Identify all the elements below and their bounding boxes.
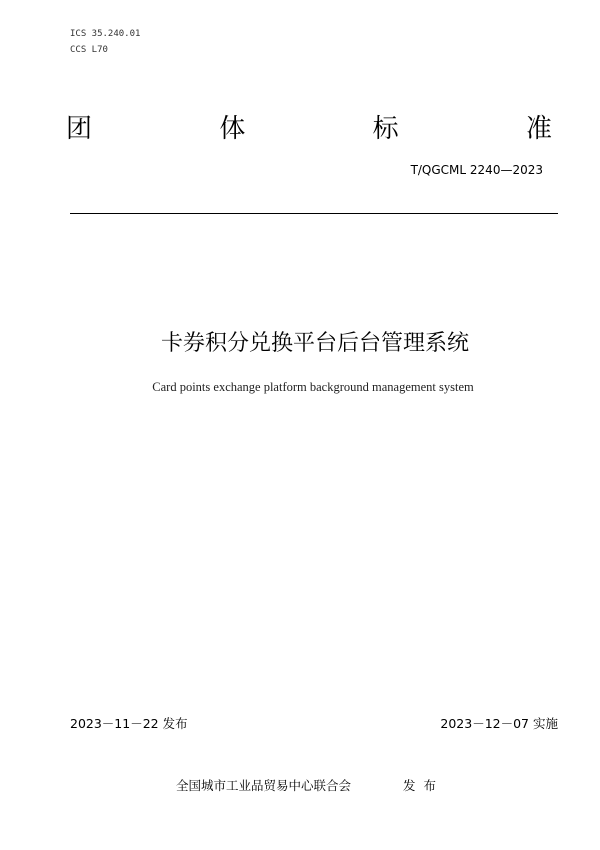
- publish-label: 发布: [403, 778, 445, 793]
- document-title-zh: 卡券积分兑换平台后台管理系统: [160, 331, 469, 356]
- header-divider: [70, 213, 558, 214]
- standard-type-char: 团: [66, 114, 93, 144]
- publisher-name: 全国城市工业品贸易中心联合会: [176, 778, 352, 793]
- standard-type-heading: [66, 112, 552, 146]
- ics-code: ICS 35.240.01: [70, 29, 141, 39]
- standard-type-char: 体: [219, 114, 246, 144]
- classification-codes: [70, 26, 140, 58]
- standard-type-char: 标: [372, 114, 399, 144]
- standard-type-char: 准: [525, 114, 552, 144]
- standard-code: T/QGCML 2240—2023: [410, 163, 543, 177]
- issue-date: 2023－11－22 发布: [70, 716, 188, 731]
- document-title-en: Card points exchange platform background management system: [152, 380, 474, 394]
- ccs-code: CCS L70: [70, 45, 108, 55]
- implementation-date: 2023－12－07 实施: [440, 716, 558, 731]
